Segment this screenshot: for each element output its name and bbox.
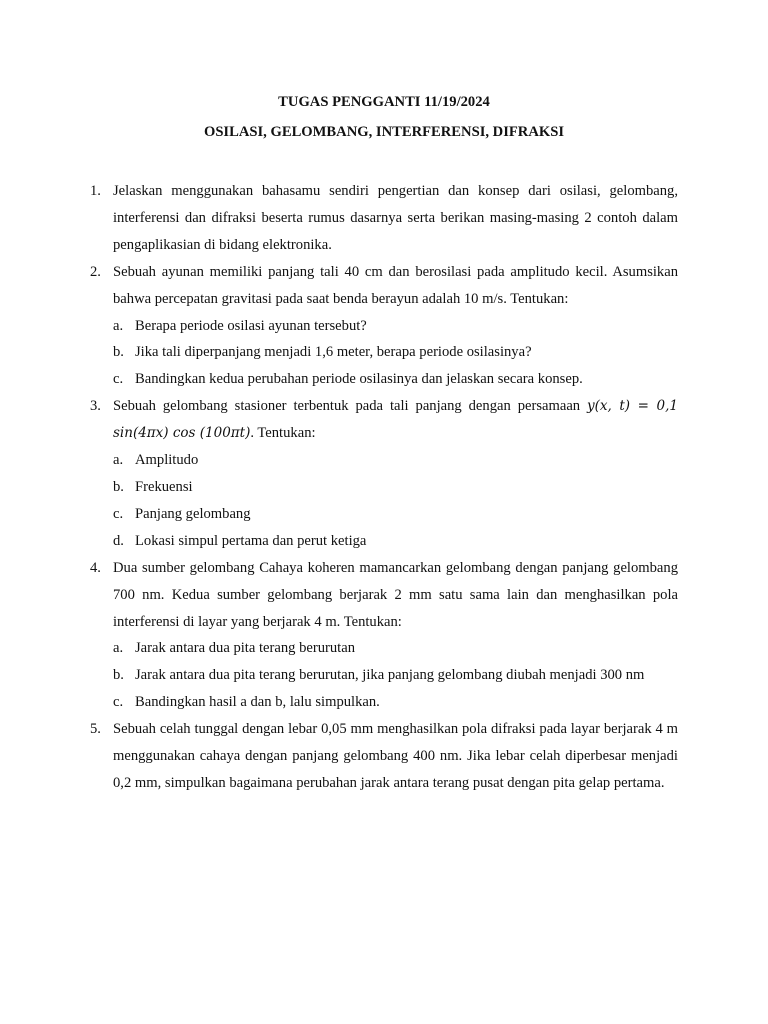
sub-question [0, 366, 678, 393]
wave-equation: y(x, t) = 0,1 sin(4πx) cos (100πt) [113, 398, 678, 442]
sub-question-text: Amplitudo [135, 452, 199, 469]
sub-question-letter: b. [113, 344, 124, 361]
sub-question-letter: a. [113, 317, 124, 334]
question-1 [0, 178, 678, 259]
sub-question-letter: d. [113, 532, 124, 549]
sub-question-letter: a. [113, 452, 124, 469]
sub-question-text: Bandingkan kedua perubahan periode osilasinya dan jelaskan secara konsep. [135, 371, 583, 388]
sub-question [0, 635, 678, 662]
sub-question-letter: b. [113, 478, 124, 495]
question-number: 1. [90, 183, 101, 199]
sub-question [0, 474, 678, 501]
question-number: 3. [90, 398, 101, 415]
question-2 [0, 259, 678, 313]
sub-question-letter: c. [113, 505, 124, 522]
sub-question-letter: b. [113, 667, 124, 684]
document-subtitle: OSILASI, GELOMBANG, INTERFERENSI, DIFRAKSI [203, 124, 565, 140]
question-text [113, 393, 678, 447]
sub-question-text: Jarak antara dua pita terang berurutan, jika panjang gelombang diubah menjadi 300 nm [135, 667, 645, 684]
sub-question-letter: c. [113, 371, 124, 388]
sub-question-letter: a. [113, 640, 124, 657]
sub-question-text: Jarak antara dua pita terang berurutan [135, 640, 356, 657]
question-3 [0, 393, 678, 447]
question-text: Dua sumber gelombang Cahaya koheren mamancarkan gelombang dengan panjang gelombang 700 nm. Kedua sumber gelombang berjarak 2 mm satu sama lain dan menghasilkan pola interferensi di layar yang berjarak 4 m. Tentukan: [113, 559, 678, 630]
sub-question-text: Jika tali diperpanjang menjadi 1,6 meter, berapa periode osilasinya? [135, 344, 532, 361]
question-text: Sebuah ayunan memiliki panjang tali 40 cm dan berosilasi pada amplitudo kecil. Asumsikan bahwa percepatan gravitasi pada saat benda berayun adalah 10 m/s. Tentukan: [113, 263, 678, 307]
question-5 [0, 716, 678, 797]
question-text: Sebuah celah tunggal dengan lebar 0,05 mm menghasilkan pola difraksi pada layar berjarak 4 m menggunakan cahaya dengan panjang gelombang 400 nm. Jika lebar celah diperbesar menjadi 0,2 mm, simpulkan bagaimana perubahan jarak antara terang pusat dengan pita gelap pertama. [113, 721, 678, 791]
sub-question-text: Frekuensi [135, 478, 193, 495]
question-list [0, 178, 768, 797]
question-text-part: . Tentukan: [250, 425, 316, 442]
sub-question [0, 447, 678, 474]
question-number: 5. [90, 721, 101, 738]
sub-question [0, 339, 678, 366]
question-text-part: Sebuah gelombang stasioner terbentuk pada tali panjang dengan persamaan [113, 398, 588, 415]
sub-question-text: Berapa periode osilasi ayunan tersebut? [135, 317, 367, 334]
question-number: 2. [90, 263, 101, 280]
sub-question [0, 662, 678, 689]
sub-question-text: Lokasi simpul pertama dan perut ketiga [135, 532, 367, 549]
sub-question-text: Panjang gelombang [135, 505, 251, 522]
question-number: 4. [90, 559, 101, 576]
question-4 [0, 555, 678, 636]
sub-question-letter: c. [113, 694, 124, 711]
sub-question [0, 313, 678, 340]
sub-question [0, 528, 678, 555]
sub-question [0, 689, 678, 716]
sub-question [0, 501, 678, 528]
sub-question-text: Bandingkan hasil a dan b, lalu simpulkan. [135, 694, 380, 711]
question-text: Jelaskan menggunakan bahasamu sendiri pengertian dan konsep dari osilasi, gelombang, interferensi dan difraksi beserta rumus dasarnya serta berikan masing-masing 2 contoh dalam pengaplikasian di bidang elektronika. [113, 183, 678, 253]
document-title: TUGAS PENGGANTI 11/19/2024 [278, 94, 490, 110]
